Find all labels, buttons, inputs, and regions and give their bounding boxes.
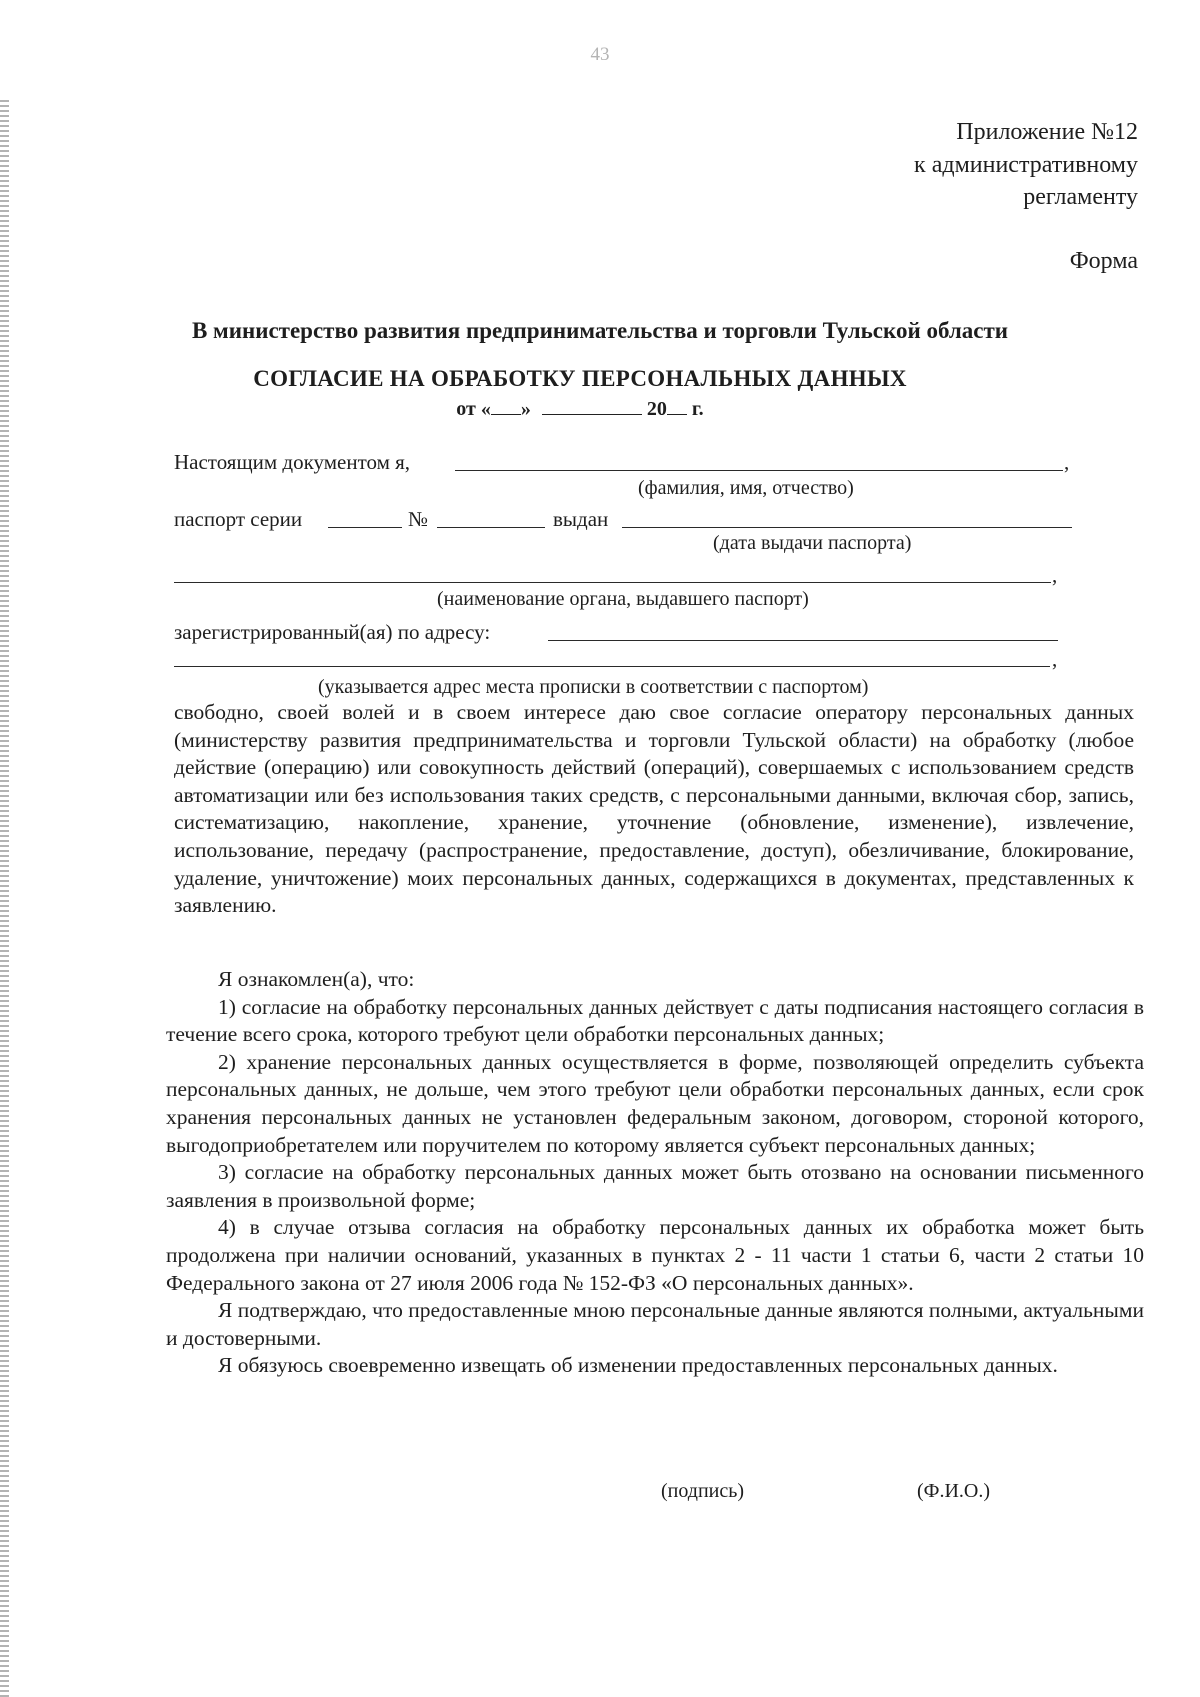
fio-caption: (фамилия, имя, отчество): [638, 477, 854, 499]
item-1: 1) согласие на обработку персональных данных действует с даты подписания настоящего согласия в течение всего срока, которого требуют цели обработки персональных данных;: [166, 994, 1144, 1047]
issued-label: выдан: [553, 507, 609, 531]
appendix-line-2: к административному: [914, 152, 1138, 178]
confirm-text: Я подтверждаю, что предоставленные мною персональные данные являются полными, актуальными и достоверными.: [166, 1298, 1144, 1350]
address-line-2[interactable]: [174, 666, 1050, 667]
date-suffix: г.: [691, 398, 704, 420]
issuer-caption: (наименование органа, выдавшего паспорт): [437, 588, 809, 610]
issuer-comma: ,: [1052, 563, 1058, 587]
issuer-line[interactable]: [174, 582, 1051, 583]
passport-series-line[interactable]: [328, 527, 402, 528]
date-year: 20: [646, 398, 667, 420]
intro-label: Настоящим документом я,: [174, 450, 411, 474]
date-line: [0, 398, 1160, 421]
form-label: Форма: [1069, 248, 1138, 274]
issue-date-caption: (дата выдачи паспорта): [713, 532, 912, 554]
issued-line[interactable]: [622, 527, 1072, 528]
recipient-heading: В министерство развития предпринимательства и торговли Тульской области: [191, 318, 1009, 343]
passport-series-label: паспорт серии: [174, 507, 303, 531]
page-number: 43: [590, 44, 610, 65]
address-line-1[interactable]: [548, 640, 1058, 641]
item-2: 2) хранение персональных данных осуществляется в форме, позволяющей определить субъекта персональных данных, не дольше, чем этого требуют цели обработки персональных данных, если срок хранения персональных данных не установлен федеральным законом, договором, стороной которого, выгодоприобретателем или поручителем по которому является субъект персональных данных;: [166, 1049, 1144, 1157]
appendix-line-3: регламенту: [1023, 184, 1138, 210]
address-comma: ,: [1052, 647, 1058, 671]
number-label: №: [408, 507, 429, 531]
signature-fio-caption: (Ф.И.О.): [917, 1480, 991, 1502]
date-prefix: от «: [456, 398, 491, 420]
obligation-text: Я обязуюсь своевременно извещать об изменении предоставленных персональных данных.: [218, 1353, 1058, 1378]
fio-comma: ,: [1064, 450, 1070, 474]
acknowledged-block: [166, 966, 1144, 1380]
consent-paragraph: [174, 699, 1134, 920]
acknowledged-intro: Я ознакомлен(а), что:: [218, 967, 415, 991]
item-4: 4) в случае отзыва согласия на обработку персональных данных их обработка может быть продолжена при наличии оснований, указанных в пунктах 2 - 11 части 1 статьи 6, части 2 статьи 10 Федерального закона от 27 июля 2006 года № 152-ФЗ «О персональных данных».: [166, 1215, 1144, 1295]
address-caption: (указывается адрес места прописки в соответствии с паспортом): [318, 676, 869, 698]
consent-text: свободно, своей волей и в своем интересе даю свое согласие оператору персональных данных (министерству развития предпринимательства и торговли Тульской области) на обработку (любое действие (операцию) или совокупность действий (операций), совершаемых с использованием средств автоматизации или без использования таких средств, с персональными данными, включая сбор, запись, систематизацию, накопление, хранение, уточнение (обновление, изменение), извлечение, использование, передачу (распространение, предоставление, доступ), обезличивание, блокирование, удаление, уничтожение) моих персональных данных, содержащихся в документах, представленных к заявлению.: [174, 700, 1134, 918]
item-3: 3) согласие на обработку персональных данных может быть отозвано на основании письменного заявления в произвольной форме;: [166, 1160, 1144, 1212]
signature-caption: (подпись): [661, 1480, 745, 1502]
registered-label: зарегистрированный(ая) по адресу:: [174, 620, 491, 644]
appendix-line-1: Приложение №12: [956, 119, 1138, 145]
date-mid: »: [520, 398, 531, 420]
passport-number-line[interactable]: [437, 527, 545, 528]
document-title: СОГЛАСИЕ НА ОБРАБОТКУ ПЕРСОНАЛЬНЫХ ДАННЫХ: [253, 366, 907, 391]
fio-line[interactable]: [455, 470, 1063, 471]
